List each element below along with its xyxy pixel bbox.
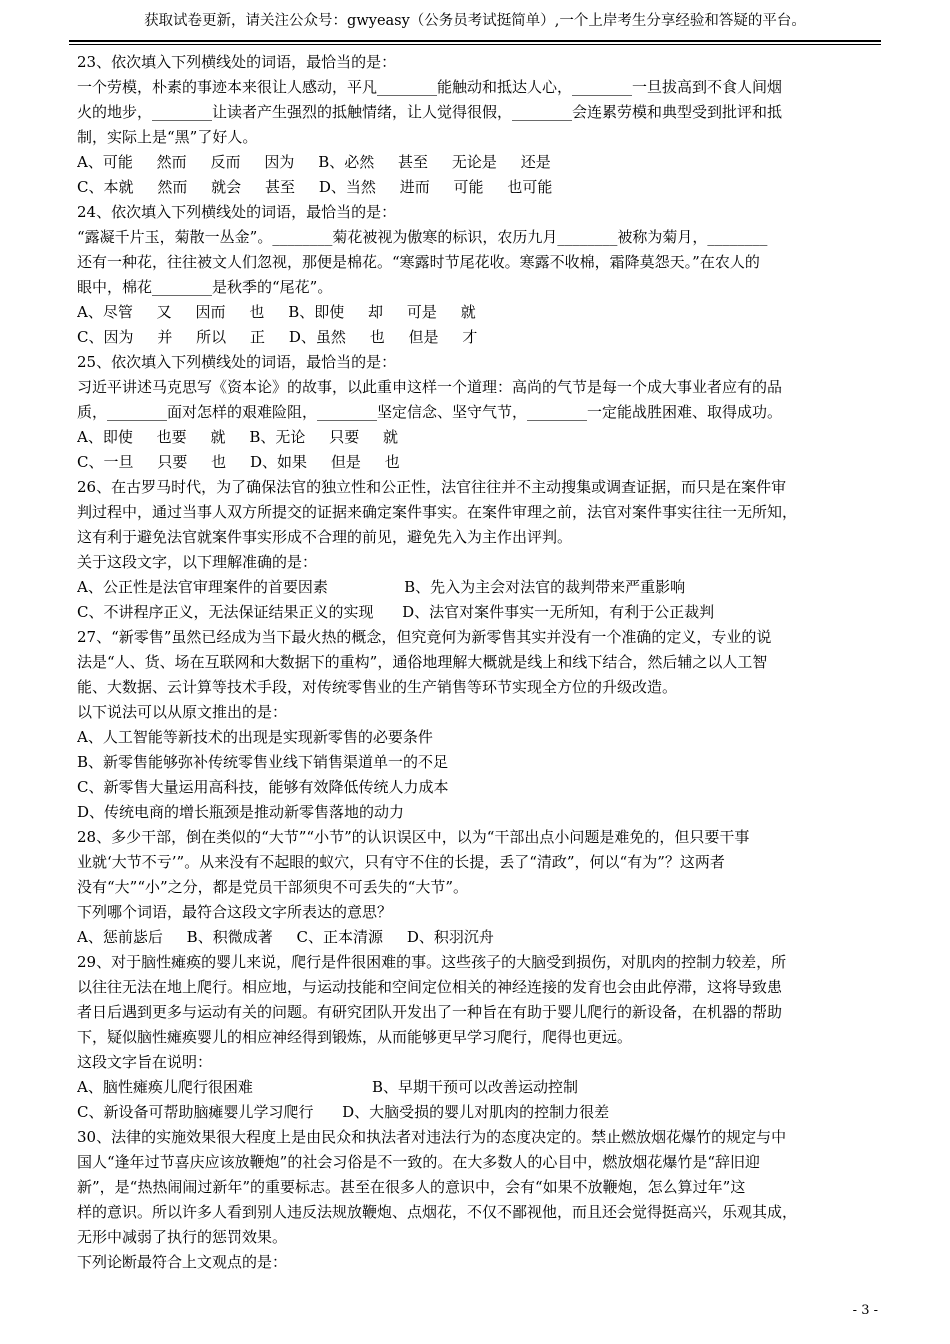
text-line: 者日后遇到更多与运动有关的问题。有研究团队开发出了一种旨在有助于婴儿爬行的新设备，在机器的帮助 (77, 1003, 783, 1021)
text-line: 下列论断最符合上文观点的是： (77, 1253, 288, 1271)
text-line: 24、依次填入下列横线处的词语，最恰当的是： (77, 203, 397, 221)
text-line: 下列哪个词语，最符合这段文字所表达的意思？ (77, 903, 393, 921)
text-line: A、即使 也要 就 B、无论 只要 就 (77, 428, 399, 446)
text-line: C、本就 然而 就会 甚至 D、当然 进而 可能 也可能 (77, 178, 553, 196)
header-rule-thin (69, 44, 881, 45)
text-line: 以往往无法在地上爬行。相应地，与运动技能和空间定位相关的神经连接的发育也会由此停滞，这将导致患 (77, 978, 783, 996)
text-line: 质，________面对怎样的艰难险阻，________坚定信念、坚守气节，________一定能战胜困难、取得成功。 (77, 403, 783, 421)
text-line: 这段文字旨在说明： (77, 1053, 213, 1071)
text-line: 火的地步，________让读者产生强烈的抵触情绪，让人觉得很假，________会连累劳模和典型受到批评和抵 (77, 103, 783, 121)
text-line: 30、法律的实施效果很大程度上是由民众和执法者对违法行为的态度决定的。禁止燃放烟花爆竹的规定与中 (77, 1128, 787, 1146)
text-line: 业就‘大节不亏’”。从来没有不起眼的蚁穴，只有守不住的长提，丢了“清政”，何以“有为”？这两者 (77, 853, 725, 871)
text-line: C、因为 并 所以 正 D、虽然 也 但是 才 (77, 328, 478, 346)
text-line: 关于这段文字，以下理解准确的是： (77, 553, 318, 571)
page-number: - 3 - (852, 1303, 878, 1318)
question-text-body (77, 50, 872, 1275)
text-line: 一个劳模，朴素的事迹本来很让人感动，平凡________能触动和抵达人心，________一旦拔高到不食人间烟 (77, 78, 783, 96)
text-line: “露凝千片玉，菊散一丛金”。________菊花被视为傲寒的标识，农历九月________被称为菊月，________ (77, 228, 768, 246)
text-line: 法是“人、货、场在互联网和大数据下的重构”，通俗地理解大概就是线上和线下结合，然后辅之以人工智 (77, 653, 768, 671)
text-line: C、不讲程序正义，无法保证结果正义的实现 D、法官对案件事实一无所知，有利于公正裁判 (77, 603, 715, 621)
text-line: 国人“逢年过节喜庆应该放鞭炮”的社会习俗是不一致的。在大多数人的心目中，燃放烟花爆竹是“辞旧迎 (77, 1153, 761, 1171)
text-line: 29、对于脑性瘫痪的婴儿来说，爬行是件很困难的事。这些孩子的大脑受到损伤，对肌肉的控制力较差，所 (77, 953, 787, 971)
text-line: 新”，是“热热闹闹过新年”的重要标志。甚至在很多人的意识中，会有“如果不放鞭炮，怎么算过年”这 (77, 1178, 746, 1196)
text-line: D、传统电商的增长瓶颈是推动新零售落地的动力 (77, 803, 405, 821)
text-line: 无形中减弱了执行的惩罚效果。 (77, 1228, 288, 1246)
text-line: A、可能 然而 反而 因为 B、必然 甚至 无论是 还是 (77, 153, 551, 171)
text-line: 25、依次填入下列横线处的词语，最恰当的是： (77, 353, 397, 371)
text-line: A、公正性是法官审理案件的首要因素 B、先入为主会对法官的裁判带来严重影响 (77, 578, 686, 596)
text-line: 27、“新零售”虽然已经成为当下最火热的概念，但究竟何为新零售其实并没有一个准确的定义，专业的说 (77, 628, 772, 646)
text-line: A、脑性瘫痪儿爬行很困难 B、早期干预可以改善运动控制 (77, 1078, 579, 1096)
text-line: 下，疑似脑性瘫痪婴儿的相应神经得到锻炼，从而能够更早学习爬行，爬得也更远。 (77, 1028, 633, 1046)
text-line: A、尽管 又 因而 也 B、即使 却 可是 就 (77, 303, 476, 321)
text-line: 26、在古罗马时代，为了确保法官的独立性和公正性，法官往往并不主动搜集或调查证据，而只是在案件审 (77, 478, 787, 496)
text-line: C、一旦 只要 也 D、如果 但是 也 (77, 453, 400, 471)
text-line: 能、大数据、云计算等技术手段，对传统零售业的生产销售等环节实现全方位的升级改造。 (77, 678, 678, 696)
text-line: 这有利于避免法官就案件事实形成不合理的前见，避免先入为主作出评判。 (77, 528, 573, 546)
header-rule-thick (69, 40, 881, 42)
text-line: B、新零售能够弥补传统零售业线下销售渠道单一的不足 (77, 753, 449, 771)
text-line: 没有“大”“小”之分，都是党员干部须臾不可丢失的“大节”。 (77, 878, 469, 896)
text-line: 样的意识。所以许多人看到别人违反法规放鞭炮、点烟花，不仅不鄙视他，而且还会觉得挺高兴，乐观其成， (77, 1203, 798, 1221)
text-line: 判过程中，通过当事人双方所提交的证据来确定案件事实。在案件审理之前，法官对案件事实往往一无所知， (77, 503, 798, 521)
text-line: C、新零售大量运用高科技，能够有效降低传统人力成本 (77, 778, 449, 796)
text-line: 还有一种花，往往被文人们忽视，那便是棉花。“寒露时节尾花收。寒露不收棉，霜降莫怨天。”在农人的 (77, 253, 760, 271)
text-line: C、新设备可帮助脑瘫婴儿学习爬行 D、大脑受损的婴儿对肌肉的控制力很差 (77, 1103, 610, 1121)
text-line: 眼中，棉花________是秋季的“尾花”。 (77, 278, 333, 296)
text-line: 28、多少干部，倒在类似的“大节”“小节”的认识误区中，以为“干部出点小问题是难免的，但只要干事 (77, 828, 750, 846)
text-line: 制，实际上是“黑”了好人。 (77, 128, 258, 146)
text-line: 23、依次填入下列横线处的词语，最恰当的是： (77, 53, 397, 71)
text-line: 以下说法可以从原文推出的是： (77, 703, 288, 721)
page-header: 获取试卷更新，请关注公众号：gwyeasy（公务员考试挺简单）,一个上岸考生分享经验和答疑的平台。 (144, 13, 806, 29)
text-line: A、惩前毖后 B、积微成著 C、正本清源 D、积羽沉舟 (77, 928, 494, 946)
text-line: 习近平讲述马克思写《资本论》的故事，以此重申这样一个道理：高尚的气节是每一个成大事业者应有的品 (77, 378, 783, 396)
text-line: A、人工智能等新技术的出现是实现新零售的必要条件 (77, 728, 433, 746)
